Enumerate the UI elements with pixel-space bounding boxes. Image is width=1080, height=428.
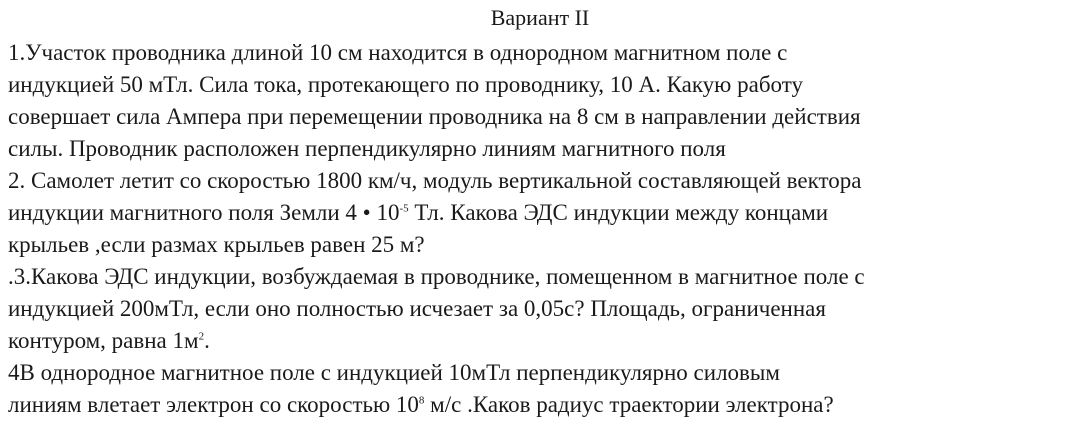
problem-3-line-1: .3.Какова ЭДС индукции, возбуждаемая в проводнике, помещенном в магнитное поле с: [8, 264, 865, 289]
problem-2-line-3: крыльев ,если размах крыльев равен 25 м?: [8, 232, 425, 257]
problem-3-line-3-rest: .: [204, 328, 210, 353]
exponent: -5: [399, 202, 409, 215]
exponent: 2: [198, 330, 205, 343]
problem-4-line-2-text: линиям влетает электрон со скоростью 10: [8, 392, 419, 417]
problem-1-line-4: силы. Проводник расположен перпендикулярно линиям магнитного поля: [8, 136, 726, 161]
problem-4-line-2-rest: м/с .Каков радиус траектории электрона?: [424, 392, 834, 417]
variant-title: Вариант II: [490, 5, 590, 30]
problem-3-line-2: индукцией 200мТл, если оно полностью исчезает за 0,05с? Площадь, ограниченная: [8, 296, 826, 321]
problem-1-line-3: совершает сила Ампера при перемещении проводника на 8 см в направлении действия: [8, 104, 861, 129]
problem-2-line-1: 2. Самолет летит со скоростью 1800 км/ч, модуль вертикальной составляющей вектора: [8, 168, 862, 193]
problem-3-line-3-text: контуром, равна 1м: [8, 328, 199, 353]
exponent: 8: [418, 394, 425, 407]
problem-4-line-1: 4В однородное магнитное поле с индукцией 10мТл перпендикулярно силовым: [8, 360, 780, 385]
problem-1-line-2: индукцией 50 мТл. Сила тока, протекающего по проводнику, 10 А. Какую работу: [8, 72, 803, 97]
problem-1-line-1: 1.Участок проводника длиной 10 см находится в однородном магнитном поле с: [8, 40, 788, 65]
problem-2-line-2: [8, 198, 828, 228]
problem-2-line-2-text: индукции магнитного поля Земли 4 • 10: [8, 200, 400, 225]
problem-3-line-3: [8, 326, 210, 356]
problem-4-line-2: [8, 390, 834, 420]
problem-2-line-2-rest: Тл. Какова ЭДС индукции между концами: [408, 200, 829, 225]
